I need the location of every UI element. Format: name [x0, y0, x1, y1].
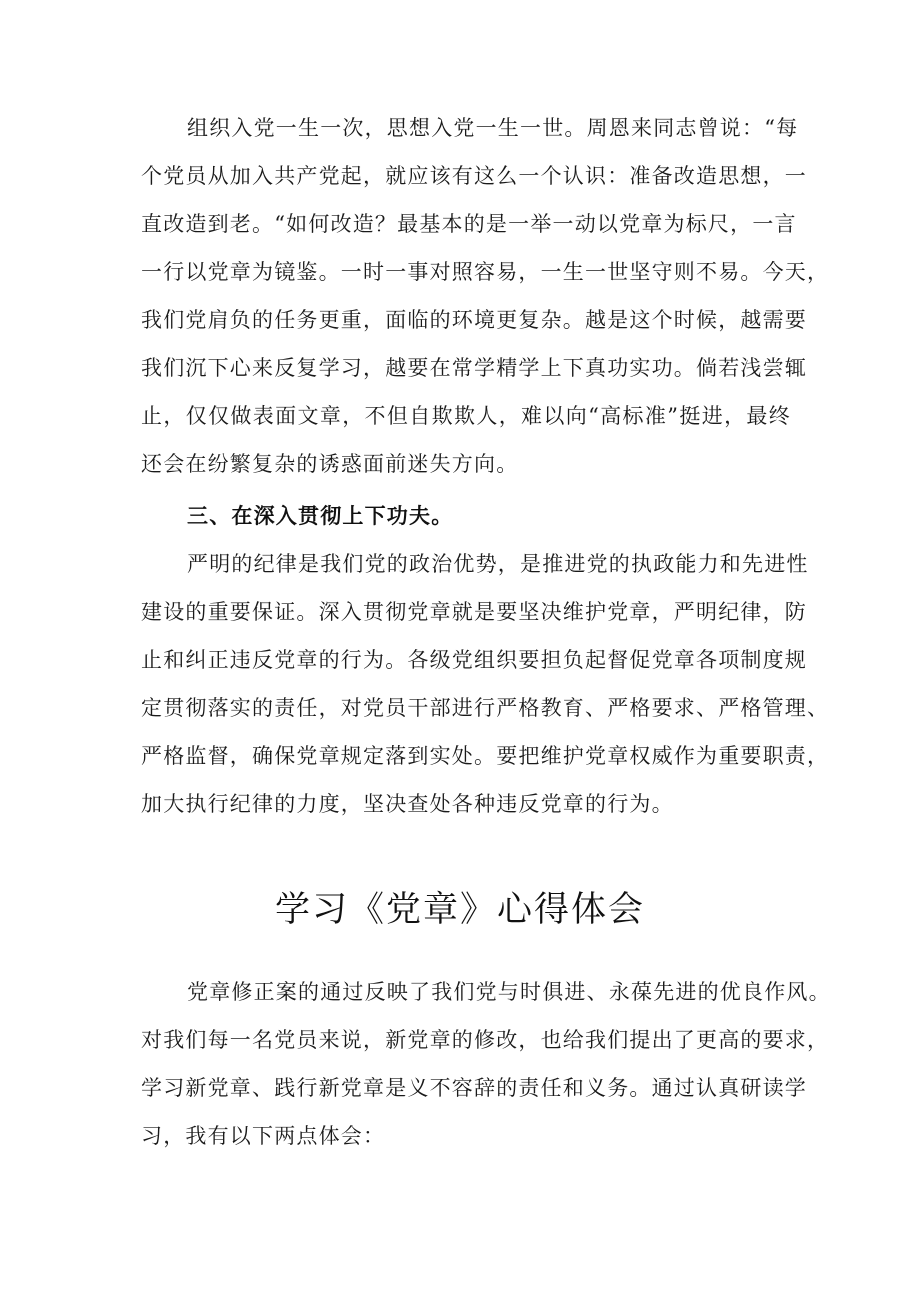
text-line: 我们党肩负的任务更重，面临的环境更复杂。越是这个时候，越需要 [141, 308, 807, 332]
text-line: 学习新党章、践行新党章是义不容辞的责任和义务。通过认真研读学 [141, 1076, 807, 1100]
text-line: 我们沉下心来反复学习，越要在常学精学上下真功实功。倘若浅尝辄 [141, 356, 807, 380]
paragraph-organization-party [141, 104, 830, 488]
text-line: 对我们每一名党员来说，新党章的修改，也给我们提出了更高的要求， [141, 1028, 830, 1052]
text-line: 止和纠正违反党章的行为。各级党组织要担负起督促党章各项制度规 [141, 648, 807, 672]
text-line: 严格监督，确保党章规定落到实处。要把维护党章权威作为重要职责， [141, 744, 830, 768]
text-line: 定贯彻落实的责任，对党员干部进行严格教育、严格要求、严格管理、 [141, 696, 830, 720]
text-line: 党章修正案的通过反映了我们党与时俱进、永葆先进的优良作风。 [187, 980, 831, 1004]
text-line: 习，我有以下两点体会： [141, 1124, 386, 1148]
paragraph-discipline [141, 540, 830, 828]
text-line: 一行以党章为镜鉴。一时一事对照容易，一生一世坚守则不易。今天， [141, 260, 830, 284]
text-line: 加大执行纪律的力度，坚决查处各种违反党章的行为。 [141, 792, 674, 816]
paragraph-intro [141, 968, 831, 1160]
text-line: 建设的重要保证。深入贯彻党章就是要坚决维护党章，严明纪律，防 [141, 600, 807, 624]
text-line: 止，仅仅做表面文章，不但自欺欺人，难以向“高标准”挺进，最终 [141, 404, 791, 428]
article-title: 学习《党章》心得体会 [274, 890, 645, 930]
section-heading: 三、在深入贯彻上下功夫。 [187, 504, 454, 528]
text-line: 直改造到老。“如何改造？最基本的是一举一动以党章为标尺，一言 [141, 212, 797, 236]
text-line: 还会在纷繁复杂的诱惑面前迷失方向。 [141, 452, 519, 476]
text-line: 个党员从加入共产党起，就应该有这么一个认识：准备改造思想，一 [141, 164, 807, 188]
text-line: 组织入党一生一次，思想入党一生一世。周恩来同志曾说：“每 [187, 116, 799, 140]
text-line: 严明的纪律是我们党的政治优势，是推进党的执政能力和先进性 [187, 552, 809, 576]
